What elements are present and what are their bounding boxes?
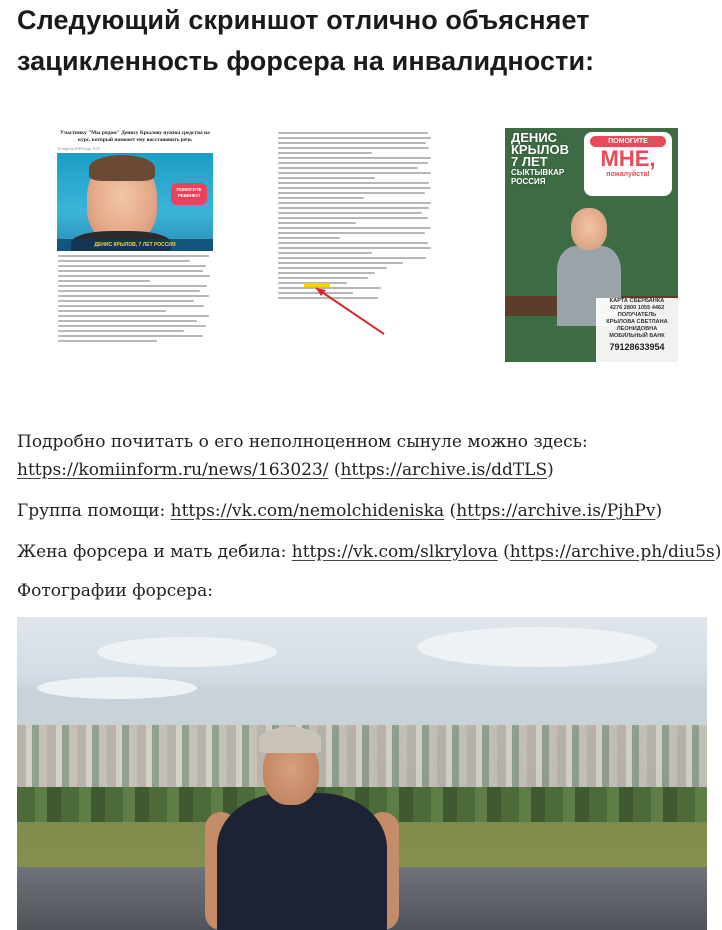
- card-phone: 79128633954: [609, 342, 665, 352]
- red-arrow-icon: [306, 278, 386, 338]
- help-poster-image[interactable]: [505, 128, 678, 362]
- boy-caption: ДЕНИС КРЫЛОВ, 7 ЛЕТ РОССИЯ: [57, 239, 213, 251]
- forcer-photo[interactable]: [17, 617, 707, 930]
- paren-close: ): [547, 460, 554, 480]
- article-screenshot-image[interactable]: [55, 128, 215, 362]
- paragraph-details: [17, 428, 588, 484]
- vk-nemolchideniska-link[interactable]: https://vk.com/nemolchideniska: [170, 501, 445, 521]
- paren-open: (: [328, 460, 341, 480]
- article-screenshot-date: 19 апреля 2018 года, 8:15: [57, 146, 100, 151]
- paragraph-help-group: [17, 497, 662, 525]
- article-heading: [17, 0, 717, 82]
- bubble-please: пожалуйста!: [606, 171, 650, 178]
- wife-label: Жена форсера и мать дебила:: [17, 542, 292, 562]
- article-screenshot-title: Участнику "Мы рядом" Денису Крылову нужны средства на курс, который поможет ему восстановить речь: [60, 130, 210, 143]
- archive-pjhpv-link[interactable]: https://archive.is/PjhPv: [456, 501, 656, 521]
- help-badge: ПОМОГИТЕ РЕБЕНКУ!: [171, 183, 207, 205]
- card-line: ЛЕОНИДОВНА: [616, 326, 658, 332]
- heading-line-1: Следующий скриншот отлично объясняет: [17, 5, 590, 35]
- man-cap: [259, 727, 321, 753]
- speech-bubble: [584, 132, 672, 196]
- poster-country: РОССИЯ: [511, 177, 546, 186]
- bubble-me: МНЕ,: [600, 146, 656, 171]
- boy-hair: [89, 155, 155, 181]
- paragraph-photos-label: Фотографии форсера:: [17, 581, 214, 601]
- archive-ddtls-link[interactable]: https://archive.is/ddTLS: [340, 460, 548, 480]
- paragraph-wife: [17, 538, 721, 566]
- article-text-block: [58, 255, 212, 342]
- paren-open: (: [444, 501, 457, 521]
- paren-open: (: [497, 542, 510, 562]
- heading-line-2: зацикленность форсера на инвалидности:: [17, 46, 595, 76]
- poster-city: СЫКТЫВКАР: [511, 168, 565, 177]
- card-line: ПОЛУЧАТЕЛЬ: [617, 312, 657, 318]
- man-body: [217, 793, 387, 930]
- card-line: КРЫЛОВА СВЕТЛАНА: [606, 319, 668, 325]
- card-line: МОБИЛЬНЫЙ БАНК: [609, 333, 665, 339]
- fundraising-text-screenshot[interactable]: [276, 128, 436, 362]
- poster-name: ДЕНИС КРЫЛОВ: [511, 130, 569, 157]
- boy-head: [571, 208, 607, 250]
- card-line: 4276 2800 1055 4462: [609, 305, 665, 311]
- komiinform-link[interactable]: https://komiinform.ru/news/163023/: [17, 460, 329, 480]
- poster-age: 7 ЛЕТ: [511, 154, 548, 169]
- poster-title: [511, 132, 581, 186]
- boy-photo: [57, 153, 213, 251]
- archive-diu5s-link[interactable]: https://archive.ph/diu5s: [509, 542, 715, 562]
- card-line: КАРТА СБЕРБАНКА: [609, 298, 665, 304]
- paren-close: ): [655, 501, 663, 521]
- bubble-help: ПОМОГИТЕ: [590, 136, 666, 147]
- fundraising-text-block: [276, 128, 436, 299]
- cloud: [37, 677, 197, 699]
- vk-slkrylova-link[interactable]: https://vk.com/slkrylova: [291, 542, 498, 562]
- bank-card-info: [596, 298, 678, 362]
- paren-close: ): [714, 542, 722, 562]
- cloud: [417, 627, 657, 667]
- help-group-label: Группа помощи:: [17, 501, 171, 521]
- cloud: [97, 637, 277, 667]
- paragraph-details-text: Подробно почитать о его неполноценном сынуле можно здесь:: [17, 432, 588, 452]
